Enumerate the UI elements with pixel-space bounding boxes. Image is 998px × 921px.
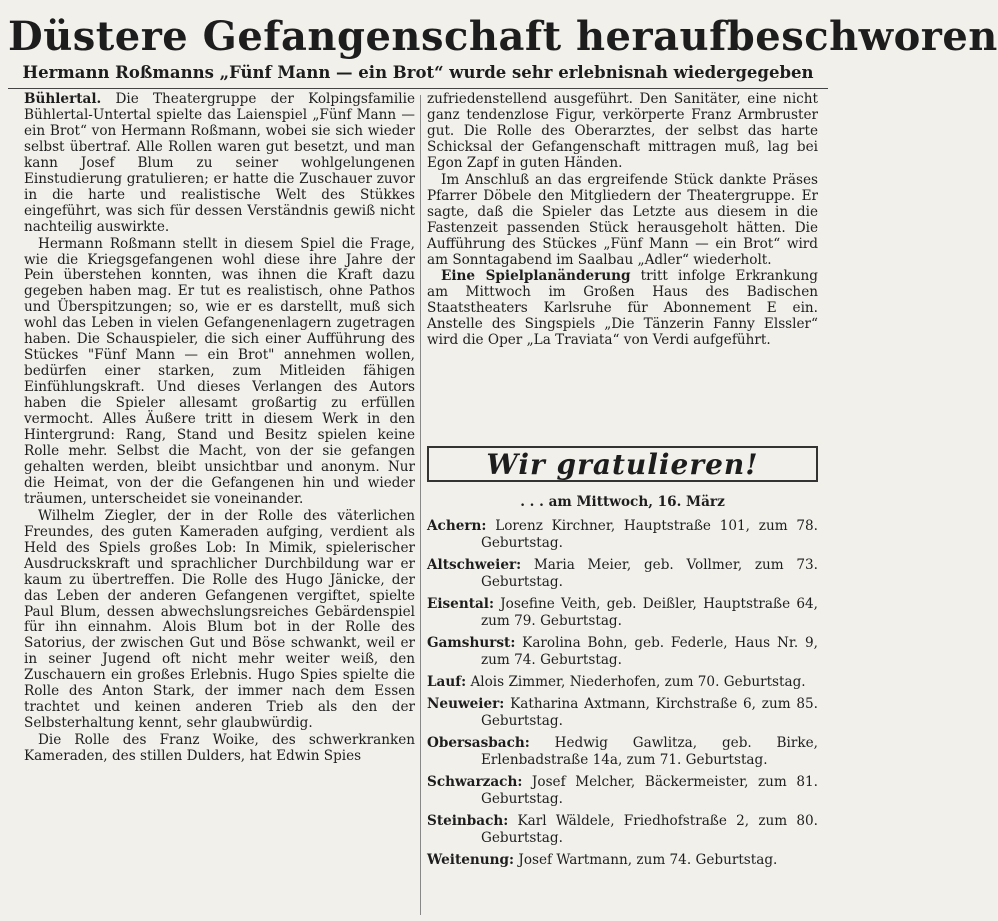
birthday-title: Wir gratulieren!	[486, 447, 759, 481]
paragraph-text: Wilhelm Ziegler, der in der Rolle des väterlichen Freundes, des guten Kameraden aufging, verdient als Held des Spiels großes Lob: In Mimik, spielerischer Ausdruckskraft und sprachlicher Durchbildung war er kaum zu übertreffen. Die Rolle des Hugo Jänicke, der das Leben der anderen Gefangenen vergiftet, spielte Paul Blum, dessen abwechslungsreiches Gebärdenspiel für ihn einnahm. Alois Blum bot in der Rolle des Satorius, der zwischen Gut und Böse schwankt, weil er in seiner Jugend oft nicht mehr weiter weiß, den Zuschauern ein großes Erlebnis. Hugo Spies spielte die Rolle des Anton Stark, der immer nach dem Essen trachtet und keinen anderen Trieb als den der Selbsterhaltung kennt, sehr glaubwürdig.	[24, 507, 415, 732]
header-rule	[8, 88, 828, 89]
article-paragraph	[24, 92, 415, 236]
entry-place: Steinbach:	[427, 813, 509, 829]
birthday-entry	[427, 596, 818, 630]
article-column-right	[427, 92, 818, 349]
paragraph-text: zufriedenstellend ausgeführt. Den Sanitäter, eine nicht ganz tendenzlose Figur, verkörperte Franz Armbruster gut. Die Rolle des Oberarztes, der selbst das harte Schicksal der Gefangenschaft mittragen muß, lag bei Egon Zapf in guten Händen.	[427, 91, 818, 171]
entry-text: Josef Wartmann, zum 74. Geburtstag.	[514, 852, 778, 868]
paragraph-text: Hermann Roßmann stellt in diesem Spiel die Frage, wie die Kriegsgefangenen wohl diese ihre Jahre der Pein überstehen konnten, was ihnen die Kraft dazu gegeben haben mag. Er tut es realistisch, ohne Pathos und Überspitzungen; so, wie er es darstellt, muß sich wohl das Leben in vielen Gefangenenlagern zugetragen haben. Die Schauspieler, die sich einer Aufführung des Stückes "Fünf Mann — ein Brot" annehmen wollen, bedürfen einer starken, zum Mitleiden fähigen Einfühlungskraft. Und dieses Verlangen des Autors haben die Spieler allesamt großartig zu erfüllen vermocht. Alles Äußere tritt in diesem Werk in den Hintergrund: Rang, Stand und Besitz spielen keine Rolle mehr. Selbst die Macht, von der sie gefangen gehalten werden, bleibt unsichtbar und anonym. Nur die Heimat, von der die Gefangenen hin und wieder träumen, unterscheidet sie voneinander.	[24, 235, 415, 507]
birthday-box	[427, 446, 818, 482]
entry-place: Weitenung:	[427, 852, 515, 868]
entry-place: Obersasbach:	[427, 735, 530, 751]
entry-place: Altschweier:	[427, 557, 522, 573]
entry-place: Lauf:	[427, 674, 467, 690]
birthday-entry	[427, 635, 818, 669]
article-paragraph	[24, 509, 415, 732]
headline: Düstere Gefangenschaft heraufbeschworen	[8, 13, 998, 60]
entry-place: Schwarzach:	[427, 774, 523, 790]
birthday-entry	[427, 696, 818, 730]
paragraph-text: Im Anschluß an das ergreifende Stück dankte Präses Pfarrer Döbele den Mitgliedern der Theatergruppe. Er sagte, daß die Spieler das Letzte aus diesem in die Fastenzeit passenden Stück herausgeholt hätten. Die Aufführung des Stückes „Fünf Mann — ein Brot“ wird am Sonntagabend im Saalbau „Adler“ wiederholt.	[427, 171, 818, 268]
birthday-entry	[427, 518, 818, 552]
paragraph-text: tritt infolge Erkrankung am Mittwoch im Großen Haus des Badischen Staatstheaters Karlsruhe für Abonnement E ein. Anstelle des Singspiels „Die Tänzerin Fanny Elssler“ wird die Oper „La Traviata“ von Verdi aufgeführt.	[427, 268, 818, 349]
notice-lead: Eine Spielplanänderung	[441, 268, 631, 285]
subheadline: Hermann Roßmanns „Fünf Mann — ein Brot“ wurde sehr erlebnisnah wiedergegeben	[22, 63, 814, 82]
entry-text: Katharina Axtmann, Kirchstraße 6, zum 85. Geburtstag.	[481, 696, 818, 729]
article-column-left	[24, 92, 415, 765]
entry-text: Josef Melcher, Bäckermeister, zum 81. Geburtstag.	[481, 774, 818, 807]
dateline-place: Bühlertal.	[24, 91, 102, 107]
entry-place: Neuweier:	[427, 696, 505, 712]
article-paragraph	[24, 237, 415, 508]
paragraph-text: Die Rolle des Franz Woike, des schwerkranken Kameraden, des stillen Dulders, hat Edwin Spies	[24, 732, 415, 765]
birthday-list	[427, 518, 818, 874]
entry-place: Gamshurst:	[427, 635, 516, 651]
birthday-date: . . . am Mittwoch, 16. März	[520, 494, 725, 510]
article-paragraph	[427, 92, 818, 172]
entry-text: Karolina Bohn, geb. Federle, Haus Nr. 9, zum 74. Geburtstag.	[481, 635, 818, 668]
article-paragraph	[427, 269, 818, 349]
paragraph-text: Die Theatergruppe der Kolpingsfamilie Bühlertal-Untertal spielte das Laienspiel „Fünf Mann — ein Brot“ von Hermann Roßmann, wobei sie sich wieder selbst übertraf. Alle Rollen waren gut besetzt, und man kann Josef Blum zu seiner wohlgelungenen Einstudierung gratulieren; er hatte die Zuschauer zuvor in die harte und realistische Welt des Stükkes eingeführt, was sich für dessen Verständnis gewiß nicht nachteilig auswirkte.	[24, 91, 415, 235]
article-paragraph	[24, 733, 415, 765]
birthday-entry	[427, 674, 818, 691]
entry-text: Lorenz Kirchner, Hauptstraße 101, zum 78. Geburtstag.	[481, 518, 818, 551]
entry-text: Karl Wäldele, Friedhofstraße 2, zum 80. Geburtstag.	[481, 813, 818, 846]
birthday-entry	[427, 557, 818, 591]
column-divider	[420, 95, 421, 915]
entry-place: Achern:	[427, 518, 487, 534]
entry-text: Maria Meier, geb. Vollmer, zum 73. Geburtstag.	[481, 557, 818, 590]
birthday-entry	[427, 735, 818, 769]
entry-text: Hedwig Gawlitza, geb. Birke, Erlenbadstraße 14a, zum 71. Geburtstag.	[481, 735, 818, 768]
entry-place: Eisental:	[427, 596, 494, 612]
birthday-entry	[427, 852, 818, 869]
article-paragraph	[427, 173, 818, 269]
entry-text: Alois Zimmer, Niederhofen, zum 70. Geburtstag.	[466, 674, 806, 690]
birthday-entry	[427, 774, 818, 808]
birthday-entry	[427, 813, 818, 847]
entry-text: Josefine Veith, geb. Deißler, Hauptstraße 64, zum 79. Geburtstag.	[481, 596, 818, 629]
